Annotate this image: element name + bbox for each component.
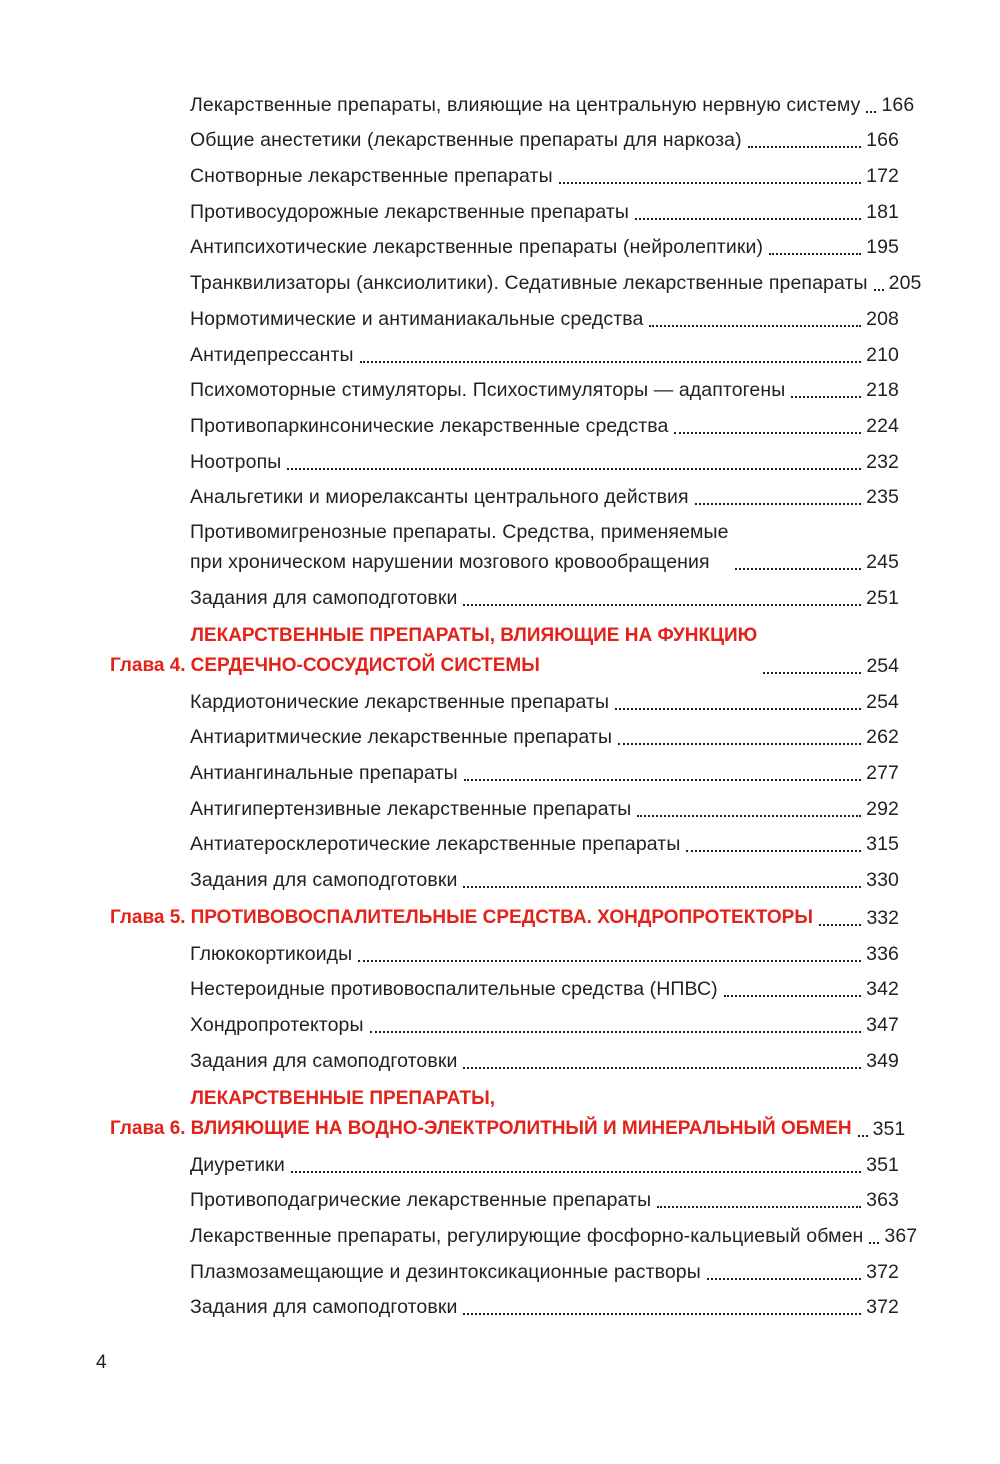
dot-leader	[763, 672, 861, 674]
toc-entry-title: Плазмозамещающие и дезинтоксикационные растворы	[190, 1260, 701, 1283]
toc-entry-title: Анальгетики и миорелаксанты центрального действия	[190, 486, 689, 509]
dot-leader	[858, 1135, 868, 1137]
toc-entry-page: 254	[866, 690, 899, 713]
toc-entry[interactable]	[190, 84, 915, 120]
toc-entry[interactable]	[190, 120, 899, 156]
toc-entry-title: Ноотропы	[190, 450, 282, 473]
dot-leader	[791, 396, 861, 398]
toc-entry-title: Противомигренозные препараты. Средства, применяемые при хроническом нарушении мозгового кровообращения	[190, 521, 729, 574]
toc-entry[interactable]	[190, 717, 899, 753]
dot-leader	[769, 253, 861, 255]
toc-entry[interactable]	[190, 262, 922, 298]
toc-entry-title: Нормотимические и антиманиакальные средства	[190, 307, 644, 330]
toc-entry-title: Снотворные лекарственные препараты	[190, 165, 553, 188]
toc-entry-page: 367	[884, 1224, 918, 1247]
toc-entry-title: Задания для самоподготовки	[190, 1049, 458, 1072]
toc-entry[interactable]	[190, 1144, 899, 1180]
toc-entry-title: Лекарственные препараты, регулирующие фосфорно-кальциевый обмен	[190, 1224, 864, 1247]
toc-entry-page: 166	[866, 129, 899, 152]
toc-entry-page: 262	[866, 726, 899, 749]
chapter-page: 351	[872, 1117, 906, 1140]
dot-leader	[874, 289, 884, 291]
toc-entry-page: 235	[866, 486, 899, 509]
toc-entry-page: 251	[866, 586, 899, 609]
dot-leader	[615, 708, 861, 710]
dot-leader	[463, 1313, 861, 1315]
toc-entry-page: 347	[866, 1014, 899, 1037]
toc-entry-page: 245	[866, 551, 899, 574]
dot-leader	[674, 432, 861, 434]
toc-entry-page: 172	[866, 165, 899, 188]
toc-entry-page: 208	[866, 307, 899, 330]
toc-entry-page: 342	[866, 978, 899, 1001]
chapter-label: Глава 4.	[110, 654, 186, 676]
toc-entry-title: Задания для самоподготовки	[190, 869, 458, 892]
chapter-label: Глава 5.	[110, 907, 186, 929]
toc-entry-page: 351	[866, 1153, 899, 1176]
dot-leader	[695, 503, 861, 505]
chapter-label: Глава 6.	[110, 1117, 186, 1139]
chapter-title: ПРОТИВОВОСПАЛИТЕЛЬНЫЕ СРЕДСТВА. ХОНДРОПРОТЕКТОРЫ	[190, 907, 813, 929]
toc-entry[interactable]	[190, 859, 899, 895]
toc-entry-title: Задания для самоподготовки	[190, 1296, 458, 1319]
toc-entry[interactable]	[190, 512, 899, 577]
chapter-heading[interactable]	[110, 903, 899, 933]
toc-entry[interactable]	[190, 334, 899, 370]
toc-entry-page: 330	[866, 869, 899, 892]
toc-entry-title: Антигипертензивные лекарственные препараты	[190, 797, 632, 820]
toc-entry[interactable]	[190, 441, 899, 477]
chapter-heading[interactable]	[110, 621, 899, 681]
toc-entry[interactable]	[190, 298, 899, 334]
toc-entry[interactable]	[190, 1215, 918, 1251]
toc-entry[interactable]	[190, 1287, 899, 1323]
table-of-contents	[0, 84, 1000, 1322]
toc-entry-page: 336	[866, 942, 899, 965]
toc-entry-page: 277	[866, 762, 899, 784]
dot-leader	[559, 182, 861, 184]
dot-leader	[707, 1278, 861, 1280]
toc-entry-title: Хондропротекторы	[190, 1014, 364, 1037]
toc-entry[interactable]	[190, 752, 899, 788]
toc-entry-title: Антидепрессанты	[190, 343, 354, 366]
toc-entry-page: 210	[866, 343, 899, 366]
toc-entry-title: Антиатеросклеротические лекарственные препараты	[190, 833, 681, 856]
toc-entry-title: Диуретики	[190, 1153, 285, 1176]
toc-entry-page: 224	[866, 414, 899, 437]
toc-entry-page: 372	[866, 1260, 899, 1283]
toc-entry[interactable]	[190, 405, 899, 441]
chapter-page: 254	[866, 654, 899, 677]
toc-entry-page: 181	[866, 200, 899, 223]
chapter-heading[interactable]	[110, 1084, 906, 1144]
dot-leader	[463, 1067, 861, 1069]
dot-leader	[463, 886, 861, 888]
toc-entry[interactable]	[190, 370, 899, 406]
toc-entry[interactable]	[190, 155, 899, 191]
chapter-title: ЛЕКАРСТВЕННЫЕ ПРЕПАРАТЫ, ВЛИЯЮЩИЕ НА ФУНКЦИЮ СЕРДЕЧНО-СОСУДИСТОЙ СИСТЕМЫ	[190, 624, 758, 676]
toc-entry[interactable]	[190, 191, 899, 227]
dot-leader	[464, 779, 861, 781]
dot-leader	[463, 604, 861, 606]
chapter-title: ЛЕКАРСТВЕННЫЕ ПРЕПАРАТЫ, ВЛИЯЮЩИЕ НА ВОДНО-ЭЛЕКТРОЛИТНЫЙ И МИНЕРАЛЬНЫЙ ОБМЕН	[190, 1087, 852, 1139]
dot-leader	[637, 815, 861, 817]
toc-entry-page: 195	[866, 236, 899, 259]
toc-entry-page: 372	[866, 1296, 899, 1319]
toc-entry-title: Антиангинальные препараты	[190, 762, 458, 784]
toc-entry-page: 205	[888, 272, 922, 295]
toc-entry[interactable]	[190, 1004, 899, 1040]
toc-entry-title: Кардиотонические лекарственные препараты	[190, 690, 610, 713]
toc-entry[interactable]	[190, 1251, 899, 1287]
toc-entry-title: Антиаритмические лекарственные препараты	[190, 726, 613, 749]
dot-leader	[657, 1206, 861, 1208]
toc-entry[interactable]	[190, 969, 899, 1005]
toc-entry-title: Нестероидные противовоспалительные средства (НПВС)	[190, 978, 718, 1001]
page-number: 4	[96, 1352, 107, 1373]
toc-entry-title: Общие анестетики (лекарственные препараты для наркоза)	[190, 129, 742, 152]
toc-entry-title: Противопаркинсонические лекарственные средства	[190, 414, 669, 437]
toc-entry-title: Транквилизаторы (анксиолитики). Седативные лекарственные препараты	[190, 272, 868, 295]
toc-entry[interactable]	[190, 1040, 899, 1076]
dot-leader	[287, 468, 861, 470]
toc-entry-title: Противоподагрические лекарственные препараты	[190, 1189, 652, 1212]
toc-entry-title: Противосудорожные лекарственные препараты	[190, 200, 630, 223]
toc-entry-title: Антипсихотические лекарственные препараты (нейролептики)	[190, 236, 764, 259]
toc-entry[interactable]	[190, 824, 899, 860]
toc-entry-title: Задания для самоподготовки	[190, 586, 458, 609]
toc-entry[interactable]	[190, 1180, 899, 1216]
toc-entry[interactable]	[190, 788, 899, 824]
toc-entry-page: 315	[866, 833, 899, 856]
toc-entry-page: 363	[866, 1189, 899, 1212]
toc-entry-page: 218	[866, 379, 899, 402]
toc-entry-page: 349	[866, 1049, 899, 1072]
toc-entry[interactable]	[190, 227, 899, 263]
dot-leader	[360, 361, 862, 363]
dot-leader	[370, 1031, 862, 1033]
toc-entry[interactable]	[190, 577, 899, 613]
dot-leader	[869, 1242, 879, 1244]
chapter-page: 332	[866, 907, 899, 930]
dot-leader	[291, 1171, 861, 1173]
toc-entry[interactable]	[190, 933, 899, 969]
dot-leader	[635, 218, 861, 220]
toc-entry-title: Психомоторные стимуляторы. Психостимуляторы — адаптогены	[190, 379, 786, 402]
dot-leader	[724, 995, 861, 997]
toc-entry[interactable]	[190, 477, 899, 513]
toc-entry[interactable]	[190, 681, 899, 717]
dot-leader	[618, 743, 861, 745]
dot-leader	[649, 325, 861, 327]
dot-leader	[819, 924, 862, 926]
toc-entry-page: 232	[866, 450, 899, 473]
toc-entry-page: 166	[881, 93, 915, 116]
toc-entry-page: 292	[866, 797, 899, 820]
dot-leader	[735, 568, 862, 570]
dot-leader	[866, 111, 876, 113]
toc-entry-title: Глюкокортикоиды	[190, 942, 353, 965]
toc-entry-title: Лекарственные препараты, влияющие на центральную нервную систему	[190, 93, 861, 116]
dot-leader	[686, 850, 861, 852]
dot-leader	[358, 960, 861, 962]
dot-leader	[748, 146, 861, 148]
